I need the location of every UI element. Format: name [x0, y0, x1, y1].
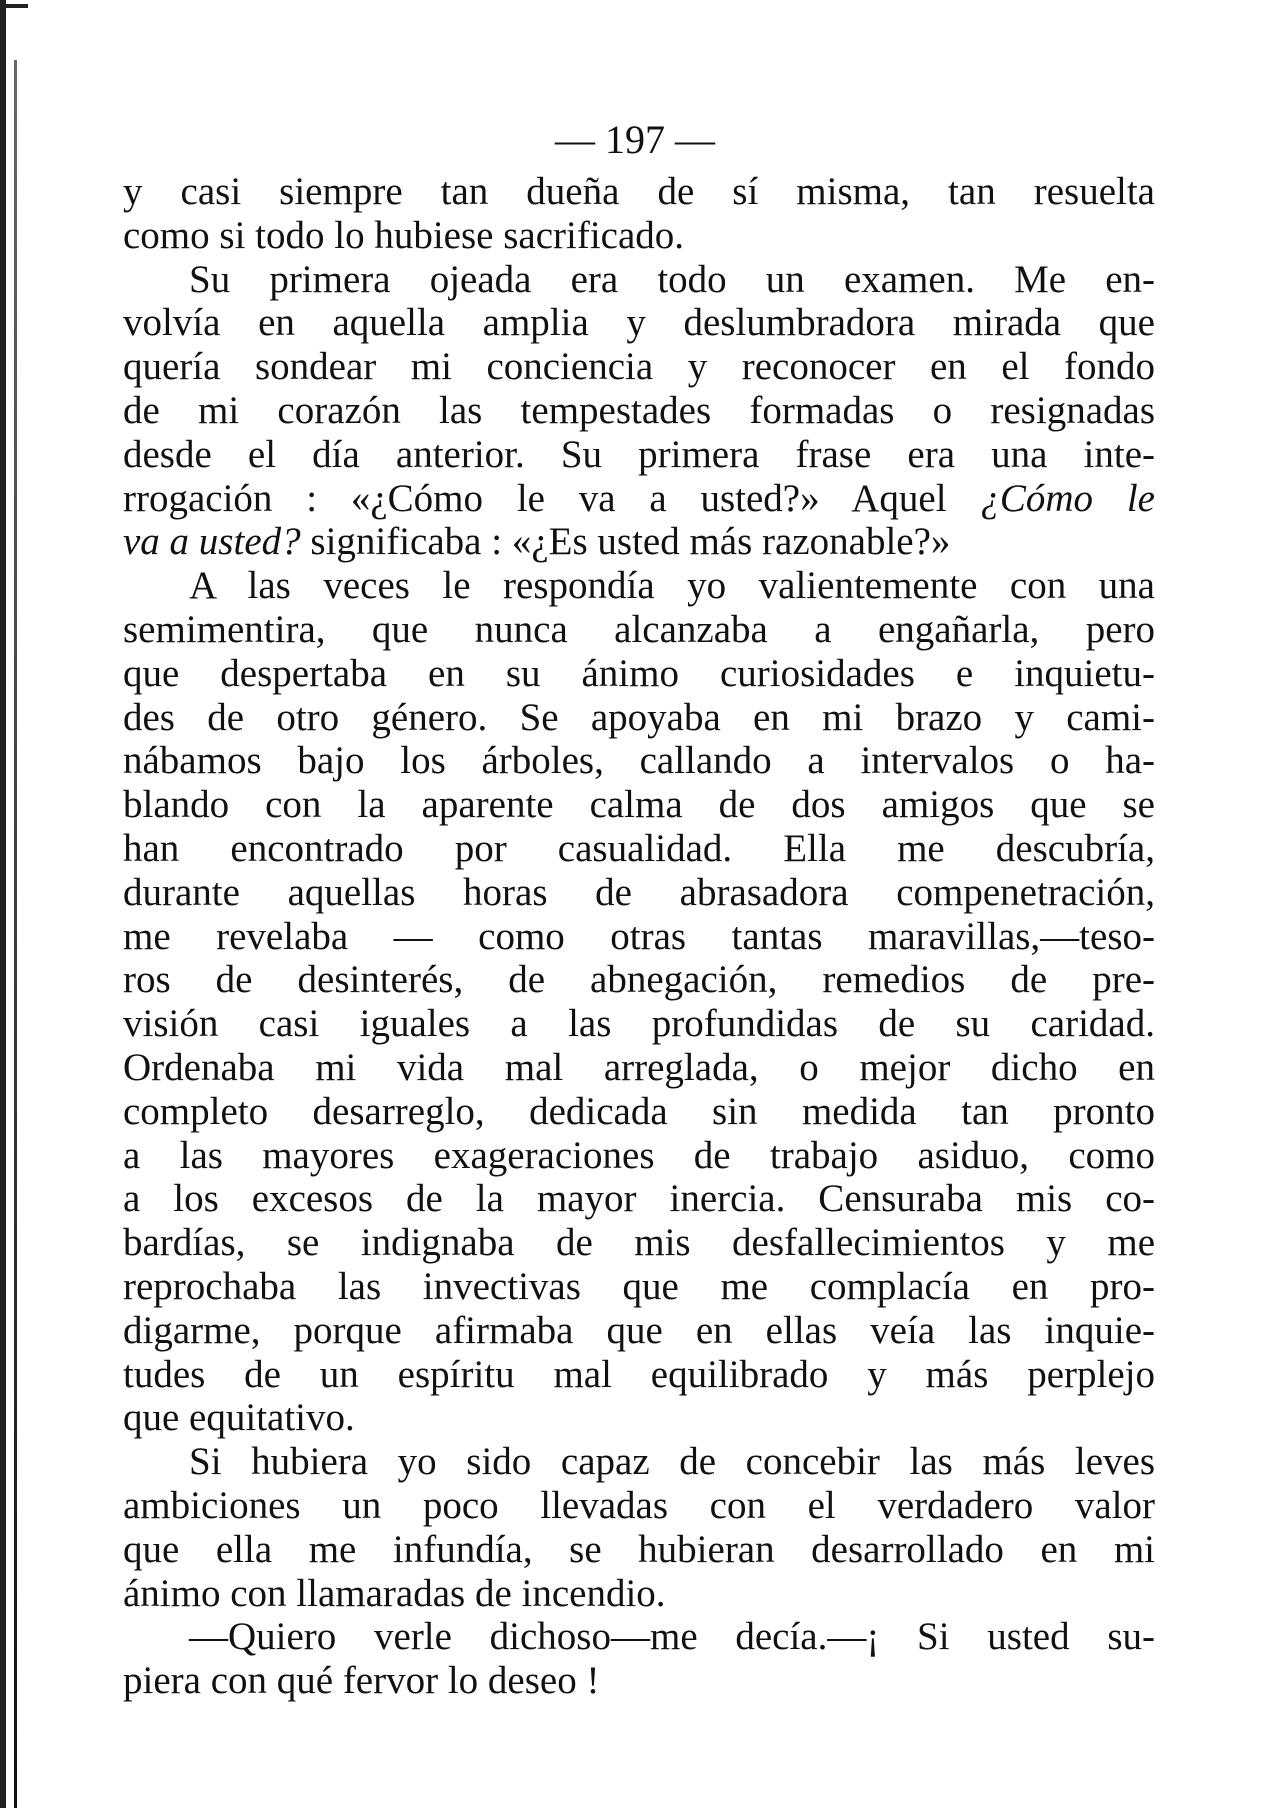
line-text: bardías, se indignaba de mis desfallecimientos y me [123, 1221, 1155, 1265]
line-text: ros de desinterés, de abnegación, remedios de pre- [123, 958, 1155, 1002]
text-line [123, 389, 1155, 433]
line-text: piera con qué fervor lo deseo ! [123, 1659, 600, 1703]
line-text: ánimo con llamaradas de incendio. [123, 1571, 666, 1615]
line-text: semimentira, que nunca alcanzaba a engañarla, pero [123, 607, 1155, 651]
line-text: significaba : «¿Es usted más razonable?» [300, 520, 951, 564]
text-line [123, 1572, 1155, 1616]
text-line [123, 1615, 1155, 1659]
text-line [123, 958, 1155, 1002]
line-text: ambiciones un poco llevadas con el verdadero valor [123, 1483, 1155, 1527]
line-text: Ordenaba mi vida mal arreglada, o mejor dicho en [123, 1045, 1155, 1089]
line-text: completo desarreglo, dedicada sin medida tan pronto [123, 1089, 1155, 1133]
line-text: A las veces le respondía yo valientemente con una [189, 564, 1155, 608]
text-line [123, 1002, 1155, 1046]
text-line [123, 1046, 1155, 1090]
page-binding-line [14, 60, 17, 1808]
text-line [123, 1265, 1155, 1309]
page-number [0, 116, 1286, 163]
text-line [123, 608, 1155, 652]
body-text [123, 170, 1155, 1703]
italic-text: ¿Cómo le [980, 476, 1155, 520]
line-text: quería sondear mi conciencia y reconocer en el fondo [123, 345, 1155, 389]
line-text: volvía en aquella amplia y deslumbradora mirada que [123, 301, 1155, 345]
corner-mark [0, 4, 28, 8]
text-line [123, 301, 1155, 345]
page-number-text: — 197 — [555, 117, 715, 162]
line-text: durante aquellas horas de abrasadora compenetración, [123, 870, 1155, 914]
text-line [123, 258, 1155, 302]
line-text: a los excesos de la mayor inercia. Censuraba mis co- [123, 1177, 1155, 1221]
text-line [123, 170, 1155, 214]
line-text: de mi corazón las tempestades formadas o resignadas [123, 388, 1155, 432]
text-line [123, 915, 1155, 959]
text-line [123, 1484, 1155, 1528]
text-line [123, 564, 1155, 608]
line-text: desde el día anterior. Su primera frase era una inte- [123, 432, 1155, 476]
line-text: rrogación : «¿Cómo le va a usted?» Aquel [123, 476, 981, 520]
line-text: que ella me infundía, se hubieran desarrollado en mi [123, 1527, 1155, 1571]
text-line [123, 477, 1155, 521]
text-line [123, 1396, 1155, 1440]
line-text: como si todo lo hubiese sacrificado. [123, 213, 685, 257]
text-line [123, 783, 1155, 827]
italic-text: va a usted? [123, 520, 301, 564]
page-edge-shadow [0, 0, 6, 1808]
line-text: Si hubiera yo sido capaz de concebir las más leves [189, 1440, 1155, 1484]
line-text: tudes de un espíritu mal equilibrado y más perplejo [123, 1352, 1155, 1396]
text-line [123, 871, 1155, 915]
line-text: que despertaba en su ánimo curiosidades e inquietu- [123, 651, 1155, 695]
text-line [123, 1134, 1155, 1178]
line-text: que equitativo. [123, 1396, 355, 1440]
text-line [123, 1353, 1155, 1397]
text-line [123, 652, 1155, 696]
text-line [123, 1090, 1155, 1134]
text-line [123, 1659, 1155, 1703]
text-line [123, 1221, 1155, 1265]
line-text: a las mayores exageraciones de trabajo asiduo, como [123, 1133, 1155, 1177]
line-text: me revelaba — como otras tantas maravillas,—teso- [123, 914, 1155, 958]
text-line [123, 520, 1155, 564]
line-text: nábamos bajo los árboles, callando a intervalos o ha- [123, 739, 1155, 783]
text-line [123, 696, 1155, 740]
text-line [123, 1177, 1155, 1221]
line-text: reprochaba las invectivas que me complacía en pro- [123, 1264, 1155, 1308]
line-text: digarme, porque afirmaba que en ellas veía las inquie- [123, 1308, 1155, 1352]
line-text: blando con la aparente calma de dos amigos que se [123, 783, 1155, 827]
line-text: des de otro género. Se apoyaba en mi brazo y cami- [123, 695, 1155, 739]
text-line [123, 1528, 1155, 1572]
text-line [123, 1440, 1155, 1484]
text-line [123, 827, 1155, 871]
line-text: —Quiero verle dichoso—me decía.—¡ Si usted su- [189, 1615, 1155, 1659]
line-text: y casi siempre tan dueña de sí misma, tan resuelta [123, 170, 1155, 213]
text-line [123, 1309, 1155, 1353]
text-line [123, 345, 1155, 389]
line-text: han encontrado por casualidad. Ella me descubría, [123, 826, 1155, 870]
text-line [123, 433, 1155, 477]
line-text: visión casi iguales a las profundidas de su caridad. [123, 1002, 1155, 1046]
text-line [123, 739, 1155, 783]
line-text: Su primera ojeada era todo un examen. Me en- [189, 257, 1155, 301]
text-line [123, 214, 1155, 258]
